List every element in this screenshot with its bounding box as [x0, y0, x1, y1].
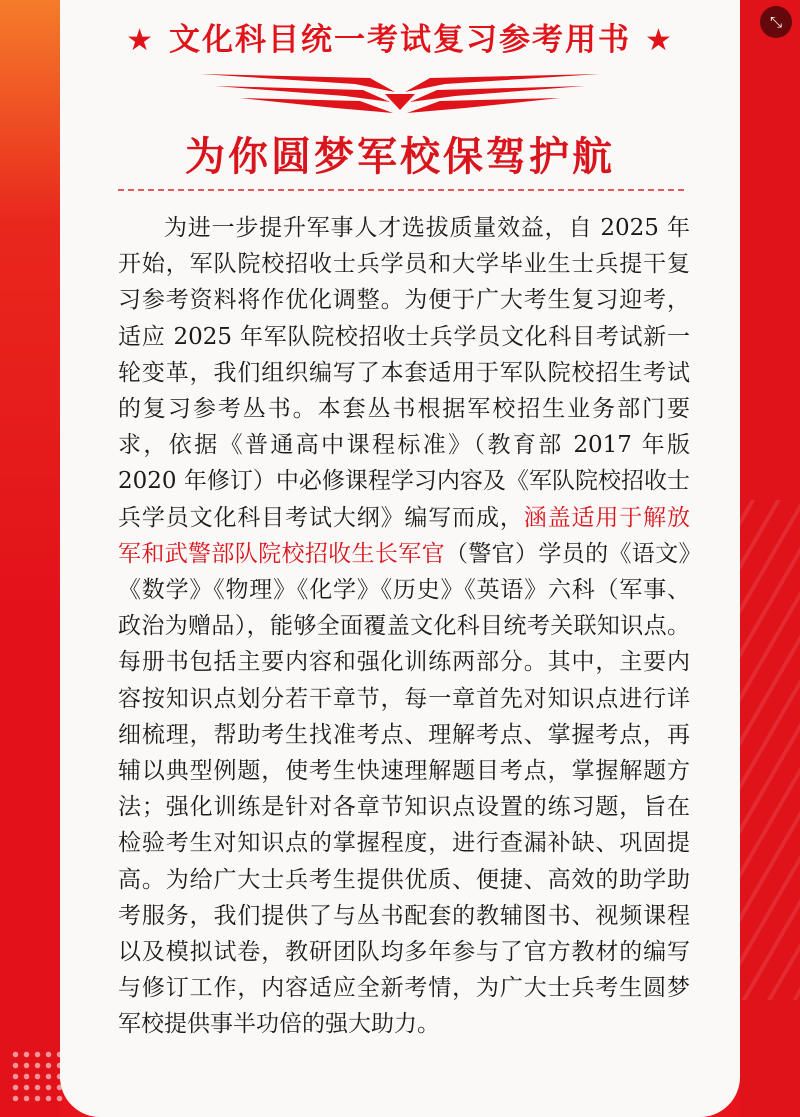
header-banner [60, 0, 740, 58]
body-text-highlight: 涵盖适用于解放军和武警部队院校招收生长军官 [118, 504, 691, 567]
star-icon-right: ★ [645, 23, 674, 58]
background-stripes [730, 500, 800, 1000]
body-text-part2: （警官）学员的《语文》《数学》《物理》《化学》《历史》《英语》六科（军事、政治为赠品），能够全面覆盖文化科目统考关联知识点。每册书包括主要内容和强化训练两部分。其中，主要内容按知识点划分若干章节，每一章首先对知识点进行详细梳理，帮助考生找准考点、理解考点、掌握考点，再辅以典型例题，使考生快速理解题目考点，掌握解题方法；强化训练是针对各章节知识点设置的练习题，旨在检验考生对知识点的掌握程度，进行查漏补缺、巩固提高。为给广大士兵考生提供优质、便捷、高效的助学助考服务，我们提供了与丛书配套的教辅图书、视频课程以及模拟试卷，教研团队均多年参与了官方教材的编写与修订工作，内容适应全新考情，为广大士兵考生圆梦军校提供事半功倍的强大助力。 [118, 540, 691, 1038]
body-text-part1: 为进一步提升军事人才选拔质量效益，自 2025 年开始，军队院校招收士兵学员和大学毕业生士兵提干复习参考资料将作优化调整。为便于广大考生复习迎考，适应 2025 年军队院校招收士兵学员文化科目考试新一轮变革，我们组织编写了本套适用于军队院校招生考试的复习参考丛书。本套丛书根据军校招生业务部门要求，依据《普通高中课程标准》（教育部 2017 年版 2020 年修订）中必修课程学习内容及《军队院校招收士兵学员文化科目考试大纲》编写而成， [118, 215, 690, 531]
star-icon-left: ★ [126, 23, 155, 58]
header-title: 文化科目统一考试复习参考用书 [169, 22, 631, 58]
body-paragraph [118, 210, 690, 1043]
collapse-icon[interactable]: ⤡ [760, 6, 792, 38]
background-left-panel [0, 0, 60, 1117]
dashed-divider [118, 189, 684, 191]
decorative-dot-grid [10, 1049, 66, 1105]
main-heading: 为你圆梦军校保驾护航 [185, 133, 615, 180]
wings-emblem-icon [195, 70, 605, 116]
header-title-row [60, 14, 740, 59]
